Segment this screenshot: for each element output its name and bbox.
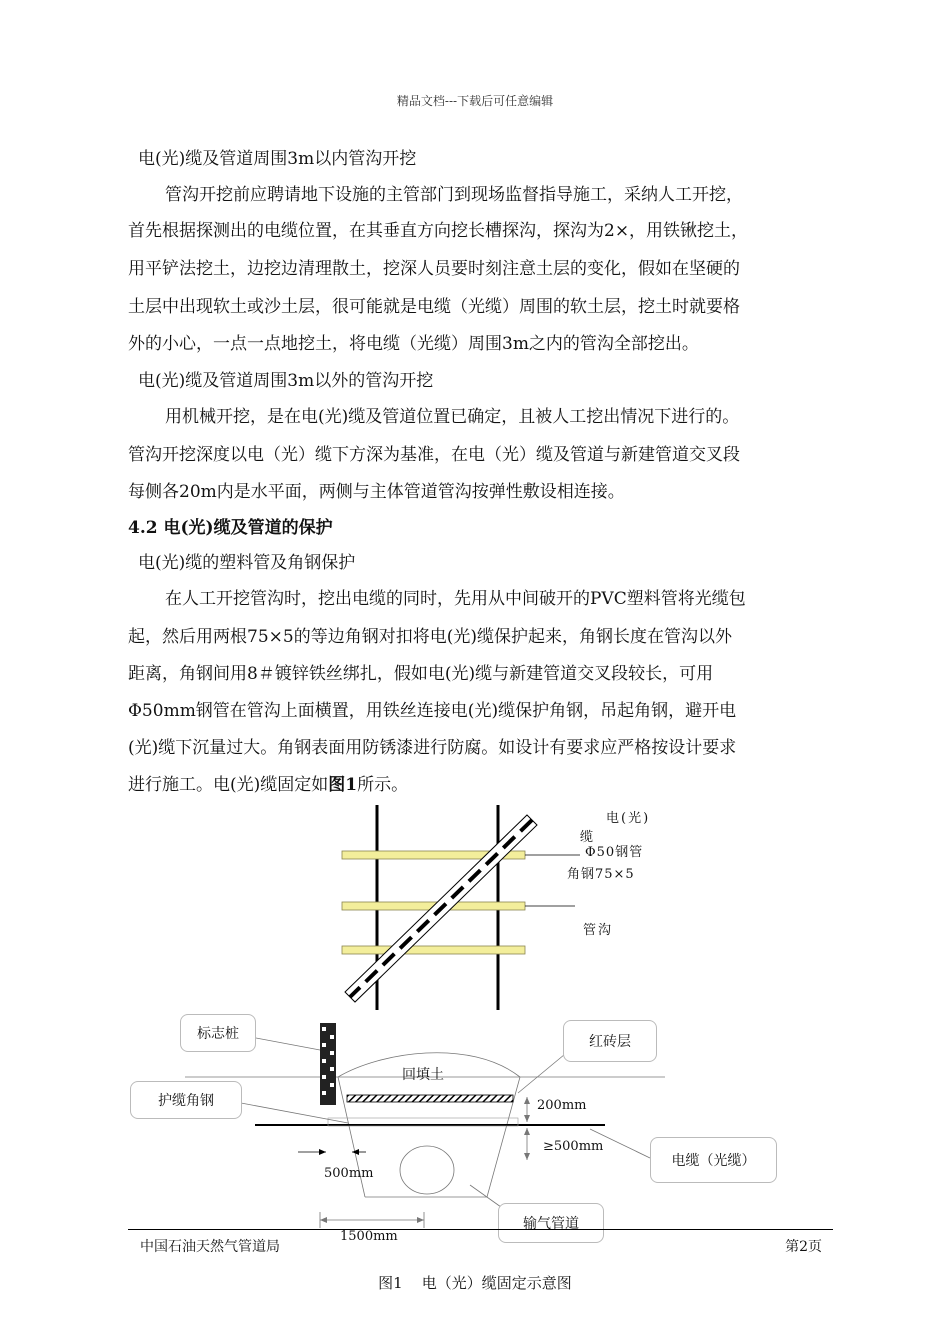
section-title-within-3m: 电(光)缆及管道周围3m以内管沟开挖 (138, 149, 417, 169)
page-header: 精品文档---下载后可任意编辑 (396, 94, 554, 108)
paragraph-text: 所示。 (357, 775, 409, 795)
label-1500mm: 1500mm (340, 1229, 398, 1244)
paragraph-line: 在人工开挖管沟时，挖出电缆的同时，先用从中间破开的PVC塑料管将光缆包 (165, 589, 746, 609)
page-number: 第2页 (785, 1239, 822, 1255)
callout-brick-layer: 红砖层 (563, 1020, 657, 1062)
callout-gas-pipeline: 输气管道 (498, 1203, 604, 1243)
caption-number: 图1 (378, 1274, 403, 1292)
footer-divider (128, 1229, 833, 1230)
label-backfill: 回填土 (402, 1067, 444, 1083)
callout-cable: 电缆（光缆） (650, 1137, 777, 1183)
label-cable-2: 缆 (580, 830, 594, 845)
label-200mm: 200mm (537, 1098, 587, 1113)
label-steel-pipe: Φ50钢管 (585, 845, 644, 860)
heading-4-2: 4.2 电(光)缆及管道的保护 (128, 518, 333, 538)
paragraph-line: 每侧各20m内是水平面，两侧与主体管道管沟按弹性敷设相连接。 (128, 482, 625, 502)
callout-marker-post: 标志桩 (180, 1014, 256, 1052)
label-angle-steel: 角钢75×5 (567, 867, 635, 882)
paragraph-line: 用平铲法挖土，边挖边清理散土，挖深人员要时刻注意土层的变化，假如在坚硬的 (128, 259, 740, 279)
paragraph-line: 管沟开挖深度以电（光）缆下方深为基准，在电（光）缆及管道与新建管道交叉段 (128, 445, 740, 465)
label-cable: 电(光) (606, 811, 651, 826)
footer-organization: 中国石油天然气管道局 (140, 1239, 280, 1255)
paragraph-line: 起，然后用两根75×5的等边角钢对扣将电(光)缆保护起来，角钢长度在管沟以外 (128, 627, 732, 647)
paragraph-line: 土层中出现软土或沙土层，很可能就是电缆（光缆）周围的软土层，挖土时就要格 (128, 297, 740, 317)
paragraph-line: (光)缆下沉量过大。角钢表面用防锈漆进行防腐。如设计有要求应严格按设计要求 (128, 738, 737, 758)
paragraph-line: 用机械开挖，是在电(光)缆及管道位置已确定，且被人工挖出情况下进行的。 (165, 407, 740, 427)
section-title-protection: 电(光)缆的塑料管及角钢保护 (138, 553, 356, 573)
gas-pipe (400, 1146, 454, 1194)
section-title-beyond-3m: 电(光)缆及管道周围3m以外的管沟开挖 (138, 371, 434, 391)
brick-layer (347, 1095, 513, 1102)
paragraph-line: 管沟开挖前应聘请地下设施的主管部门到现场监督指导施工，采纳人工开挖， (165, 185, 743, 205)
figure-reference-link[interactable]: 图1 (328, 775, 358, 795)
paragraph-text: 进行施工。电(光)缆固定如 (128, 775, 329, 795)
label-500mm-depth: ≥500mm (543, 1139, 604, 1154)
caption-title: 电（光）缆固定示意图 (421, 1274, 572, 1292)
paragraph-line: 外的小心，一点一点地挖土，将电缆（光缆）周围3m之内的管沟全部挖出。 (128, 334, 699, 354)
paragraph-line: Φ50mm钢管在管沟上面横置，用铁丝连接电(光)缆保护角钢，吊起角钢，避开电 (128, 701, 737, 721)
label-500mm-width: 500mm (324, 1166, 374, 1181)
callout-guard-angle: 护缆角钢 (130, 1081, 242, 1119)
paragraph-line: 距离，角钢间用8＃镀锌铁丝绑扎，假如电(光)缆与新建管道交叉段较长，可用 (128, 664, 714, 684)
steel-pipe (342, 946, 525, 954)
paragraph-line: 首先根据探测出的电缆位置，在其垂直方向挖长槽探沟，探沟为2×，用铁锹挖土， (128, 221, 749, 241)
label-trench: 管沟 (583, 923, 614, 938)
figure-caption (0, 1272, 950, 1293)
